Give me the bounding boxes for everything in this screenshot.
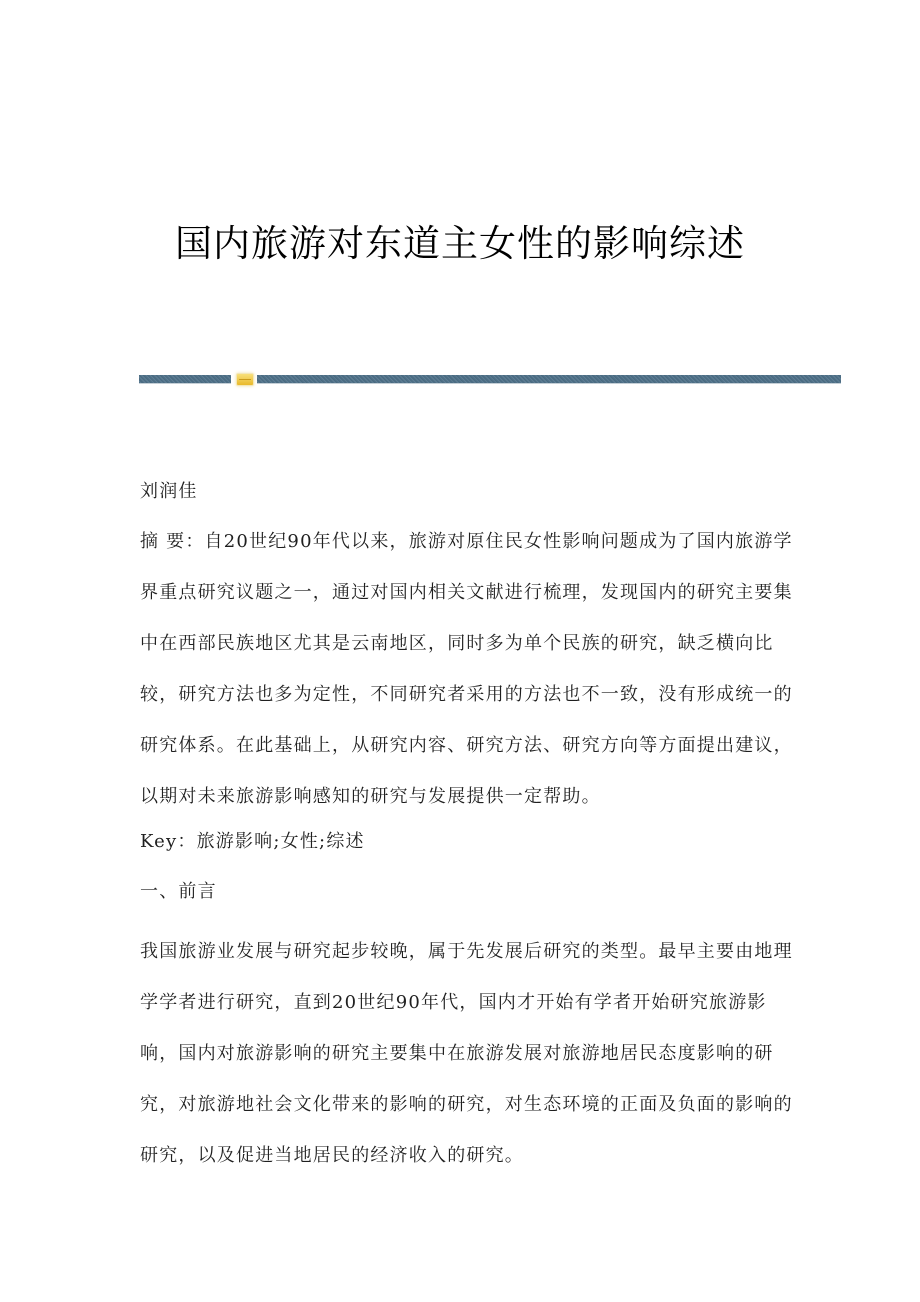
body-line: 究，对旅游地社会文化带来的影响的研究，对生态环境的正面及负面的影响的 (140, 1094, 793, 1115)
divider-bar-left (139, 375, 231, 383)
section-heading: 一、前言 (140, 881, 217, 902)
envelope-icon (236, 373, 254, 386)
body-line: 学学者进行研究，直到20世纪90年代，国内才开始有学者开始研究旅游影 (140, 992, 767, 1013)
abstract-line: 界重点研究议题之一，通过对国内相关文献进行梳理，发现国内的研究主要集 (140, 582, 793, 603)
body-paragraph (140, 926, 793, 1181)
abstract-line: 研究体系。在此基础上，从研究内容、研究方法、研究方向等方面提出建议， (140, 735, 793, 756)
body-line: 我国旅游业发展与研究起步较晚，属于先发展后研究的类型。最早主要由地理 (140, 941, 793, 962)
abstract-paragraph (140, 516, 793, 822)
abstract-line: 中在西部民族地区尤其是云南地区，同时多为单个民族的研究，缺乏横向比 (140, 633, 774, 654)
abstract-line: 摘 要：自20世纪90年代以来，旅游对原住民女性影响问题成为了国内旅游学 (140, 531, 793, 552)
divider-bar-right (257, 375, 841, 383)
body-line: 研究，以及促进当地居民的经济收入的研究。 (140, 1145, 524, 1166)
abstract-line: 较，研究方法也多为定性，不同研究者采用的方法也不一致，没有形成统一的 (140, 684, 793, 705)
author-name: 刘润佳 (140, 481, 198, 502)
abstract-line: 以期对未来旅游影响感知的研究与发展提供一定帮助。 (140, 786, 601, 807)
keywords-line: Key：旅游影响;女性;综述 (140, 831, 365, 852)
body-line: 响，国内对旅游影响的研究主要集中在旅游发展对旅游地居民态度影响的研 (140, 1043, 774, 1064)
document-title: 国内旅游对东道主女性的影响综述 (175, 221, 745, 265)
